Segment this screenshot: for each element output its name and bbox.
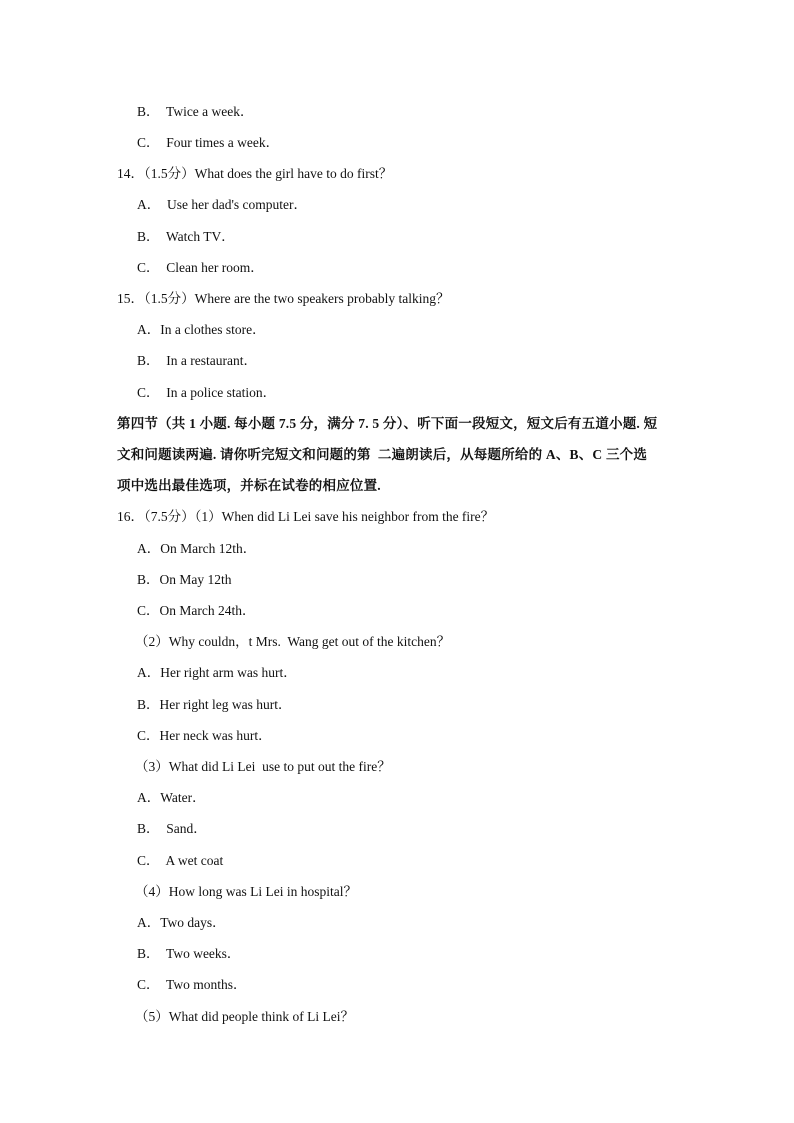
q14-option-b: B． Watch TV． [137, 229, 235, 244]
q16-1-option-a: A．On March 12th． [137, 541, 257, 556]
q16-2-option-c: C．Her neck was hurt． [137, 728, 272, 743]
q14-option-c: C． Clean her room． [137, 260, 264, 275]
q16-2-option-a: A．Her right arm was hurt． [137, 665, 297, 680]
q15-option-a: A．In a clothes store． [137, 322, 266, 337]
q16-1-option-b: B．On May 12th [137, 572, 232, 587]
q16-4-option-c: C． Two months． [137, 977, 247, 992]
q15-option-b: B． In a restaurant． [137, 353, 257, 368]
q16-3-option-a: A．Water． [137, 790, 206, 805]
question-15: 15．（1.5分）Where are the two speakers probably talking？ [117, 291, 450, 306]
question-16-part-3: （3）What did Li Lei use to put out the fire？ [135, 759, 391, 774]
question-16-part-2: （2）Why couldn，t Mrs. Wang get out of the kitchen？ [135, 634, 451, 649]
q14-option-a: A． Use her dad's computer． [137, 197, 308, 212]
q13-option-c: C． Four times a week． [137, 135, 280, 150]
q16-3-option-c: C． A wet coat [137, 853, 224, 868]
section-4-instructions-line-2: 文和问题读两遍. 请你听完短文和问题的第 二遍朗读后，从每题所给的 A、B、C 三个选 [117, 447, 648, 462]
q16-2-option-b: B．Her right leg was hurt． [137, 697, 292, 712]
q15-option-c: C． In a police station． [137, 385, 277, 400]
q13-option-b: B． Twice a week． [137, 104, 254, 119]
question-16-part-4: （4）How long was Li Lei in hospital？ [135, 884, 357, 899]
section-4-instructions-line-1: 第四节（共 1 小题. 每小题 7.5 分，满分 7. 5 分）、听下面一段短文，短文后有五道小题. 短 [117, 416, 658, 431]
section-4-instructions-line-3: 项中选出最佳选项，并标在试卷的相应位置. [117, 478, 381, 493]
q16-3-option-b: B． Sand． [137, 821, 207, 836]
question-16-part-1: 16．（7.5分）（1）When did Li Lei save his neighbor from the fire？ [117, 509, 495, 524]
q16-4-option-a: A．Two days． [137, 915, 226, 930]
question-14: 14．（1.5分）What does the girl have to do first？ [117, 166, 393, 181]
q16-1-option-c: C．On March 24th． [137, 603, 256, 618]
q16-4-option-b: B． Two weeks． [137, 946, 241, 961]
question-16-part-5: （5）What did people think of Li Lei？ [135, 1009, 354, 1024]
